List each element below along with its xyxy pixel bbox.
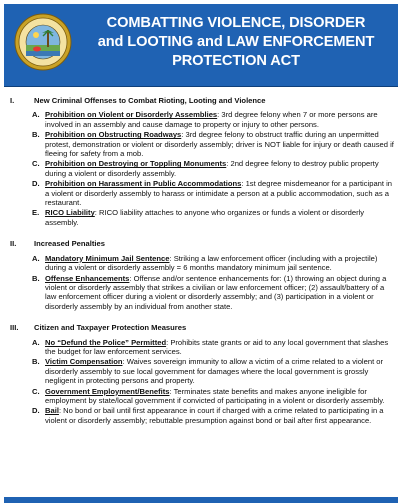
- title-line-2: and LOOTING and LAW ENFORCEMENT: [97, 34, 375, 50]
- list-item: A. Prohibition on Violent or Disorderly Assemblies: 3rd degree felony when 7 or more persons are involved in an assembly and cause damage to property or injury to other persons.: [32, 110, 378, 129]
- list-item: C. Prohibition on Destroying or Toppling Monuments: 2nd degree felony to destroy public property during a violent or disorderly assembly.: [32, 159, 379, 178]
- document-title: [80, 14, 392, 71]
- list-item: D. Prohibition on Harassment in Public Accommodations: 1st degree misdemeanor for a participant in a violent or disorderly assembly to harass or intimidate a person at a public accommodation, such as a restaurant.: [32, 179, 393, 208]
- list-item: A. No “Defund the Police” Permitted: Prohibits state grants or aid to any local government that slashes the budget for law enforcement services.: [32, 337, 389, 356]
- list-item: B. Victim Compensation: Waives sovereign immunity to allow a victim of a crime related to a violent or disorderly assembly to sue local government for damages where the local government is grossly negligent in protecting persons and property.: [32, 357, 384, 386]
- list-item: D. Bail: No bond or bail until first appearance in court if charged with a crime related to participating in a violent or disorderly assembly; rebuttable presumption against bond or bail after first appearance.: [32, 406, 384, 425]
- list-item: C. Government Employment/Benefits: Terminates state benefits and makes anyone ineligible for employment by state/local government if convicted of participating in a violent or disorderly assembly.: [32, 386, 385, 405]
- section-heading-3: III. Citizen and Taxpayer Protection Measures: [10, 323, 187, 333]
- title-line-1: COMBATTING VIOLENCE, DISORDER: [106, 15, 366, 31]
- document-body: [10, 92, 394, 426]
- section-heading-1: I. New Criminal Offenses to Combat Rioting, Looting and Violence: [10, 96, 266, 105]
- list-item: B. Offense Enhancements: Offense and/or sentence enhancements for: (1) throwing an object during a violent or disorderly assembly that strikes a civilian or law enforcement officer; (2) assault/battery of a law enforcement officer during a violent or disorderly assembly; and (3) participation in a violent or disorderly assembly by an individual from another state.: [32, 273, 387, 311]
- list-item: A. Mandatory Minimum Jail Sentence: Striking a law enforcement officer (including with a projectile) during a violent or disorderly assembly = 6 months mandatory minimum jail sentence.: [32, 253, 378, 273]
- list-item: E. RICO Liability: RICO liability attaches to anyone who organizes or funds a violent or disorderly assembly.: [32, 208, 365, 227]
- footer-bar: [4, 497, 398, 503]
- section-heading-2: II. Increased Penalties: [10, 239, 105, 249]
- title-line-3: PROTECTION ACT: [172, 53, 300, 69]
- state-seal-icon: [14, 13, 72, 71]
- list-item: B. Prohibition on Obstructing Roadways: 3rd degree felony to obstruct traffic during an unpermitted protest, demonstration or violent or disorderly assembly; driver is NOT liable for injury or death caused if fleeing for safety from a mob.: [32, 130, 394, 159]
- header-banner: [4, 4, 398, 87]
